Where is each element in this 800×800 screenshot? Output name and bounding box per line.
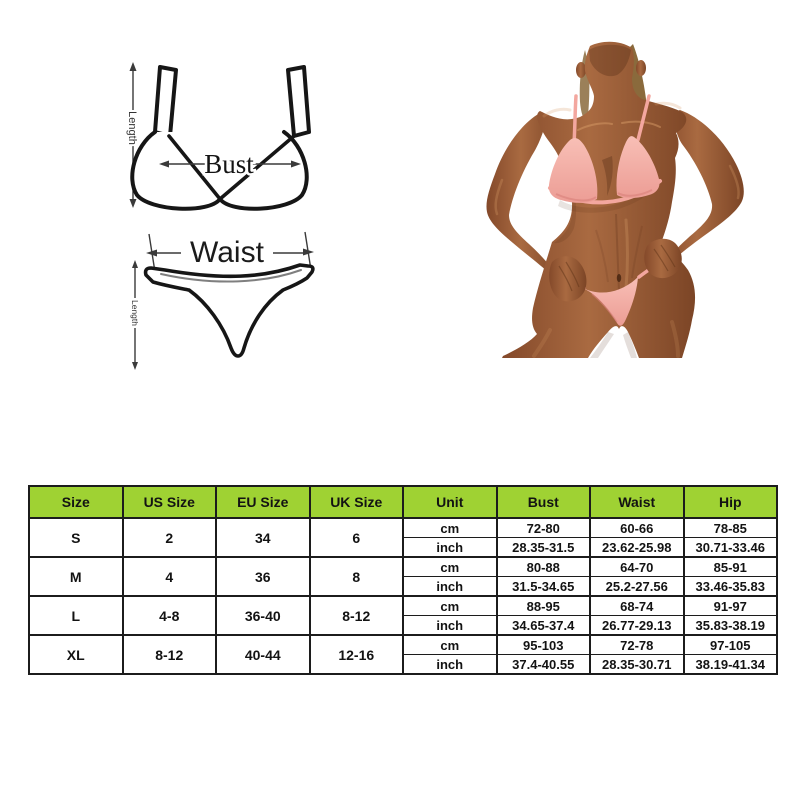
- uk-size-cell: 12-16: [310, 635, 404, 674]
- unit-cell: inch: [403, 538, 497, 558]
- us-size-cell: 8-12: [123, 635, 217, 674]
- uk-size-cell: 8-12: [310, 596, 404, 635]
- waist-cell: 72-78: [590, 635, 684, 655]
- unit-cell: cm: [403, 635, 497, 655]
- table-row: [29, 596, 777, 616]
- waist-cell: 23.62-25.98: [590, 538, 684, 558]
- waist-cell: 64-70: [590, 557, 684, 577]
- bottom-length-label: Length: [130, 300, 140, 326]
- hip-cell: 97-105: [684, 635, 778, 655]
- col-header-us-size: US Size: [123, 486, 217, 518]
- bust-cell: 95-103: [497, 635, 591, 655]
- eu-size-cell: 36-40: [216, 596, 310, 635]
- col-header-size: Size: [29, 486, 123, 518]
- bust-cell: 37.4-40.55: [497, 655, 591, 675]
- table-row: [29, 518, 777, 538]
- unit-cell: inch: [403, 655, 497, 675]
- hip-cell: 35.83-38.19: [684, 616, 778, 636]
- unit-cell: inch: [403, 577, 497, 597]
- unit-cell: cm: [403, 596, 497, 616]
- bust-cell: 88-95: [497, 596, 591, 616]
- waist-cell: 26.77-29.13: [590, 616, 684, 636]
- bust-cell: 31.5-34.65: [497, 577, 591, 597]
- hip-cell: 33.46-35.83: [684, 577, 778, 597]
- us-size-cell: 2: [123, 518, 217, 557]
- table-row: [29, 635, 777, 655]
- waist-cell: 68-74: [590, 596, 684, 616]
- us-size-cell: 4: [123, 557, 217, 596]
- size-cell: XL: [29, 635, 123, 674]
- bikini-top-straps-drawing: [155, 67, 309, 136]
- waist-cell: 60-66: [590, 518, 684, 538]
- eu-size-cell: 40-44: [216, 635, 310, 674]
- size-cell: L: [29, 596, 123, 635]
- model-ear-left: [576, 62, 586, 78]
- unit-cell: cm: [403, 518, 497, 538]
- col-header-hip: Hip: [684, 486, 778, 518]
- bottom-length-arrow-icon: [130, 260, 140, 370]
- uk-size-cell: 8: [310, 557, 404, 596]
- table-header-row: [29, 486, 777, 518]
- hip-cell: 85-91: [684, 557, 778, 577]
- waist-cell: 28.35-30.71: [590, 655, 684, 675]
- eu-size-cell: 36: [216, 557, 310, 596]
- waist-cell: 25.2-27.56: [590, 577, 684, 597]
- col-header-bust: Bust: [497, 486, 591, 518]
- col-header-uk-size: UK Size: [310, 486, 404, 518]
- top-length-label: Length: [126, 111, 138, 145]
- uk-size-cell: 6: [310, 518, 404, 557]
- size-cell: S: [29, 518, 123, 557]
- bikini-bottom-diagram: [105, 226, 345, 378]
- col-header-unit: Unit: [403, 486, 497, 518]
- model-navel: [617, 274, 621, 282]
- hip-cell: 30.71-33.46: [684, 538, 778, 558]
- size-cell: M: [29, 557, 123, 596]
- bikini-bottom-drawing: [146, 265, 313, 356]
- model-photo: [440, 0, 800, 410]
- hip-cell: 91-97: [684, 596, 778, 616]
- eu-size-cell: 34: [216, 518, 310, 557]
- us-size-cell: 4-8: [123, 596, 217, 635]
- hip-cell: 78-85: [684, 518, 778, 538]
- bust-cell: 28.35-31.5: [497, 538, 591, 558]
- bikini-top-diagram: [105, 52, 345, 227]
- model-ear-right: [636, 60, 646, 76]
- size-chart-table: [28, 485, 778, 675]
- bust-cell: 72-80: [497, 518, 591, 538]
- bust-cell: 80-88: [497, 557, 591, 577]
- col-header-waist: Waist: [590, 486, 684, 518]
- waist-label: Waist: [190, 236, 264, 269]
- col-header-eu-size: EU Size: [216, 486, 310, 518]
- unit-cell: inch: [403, 616, 497, 636]
- bust-label: Bust: [204, 149, 254, 179]
- bust-cell: 34.65-37.4: [497, 616, 591, 636]
- hip-cell: 38.19-41.34: [684, 655, 778, 675]
- model-body: [502, 42, 695, 358]
- table-row: [29, 557, 777, 577]
- unit-cell: cm: [403, 557, 497, 577]
